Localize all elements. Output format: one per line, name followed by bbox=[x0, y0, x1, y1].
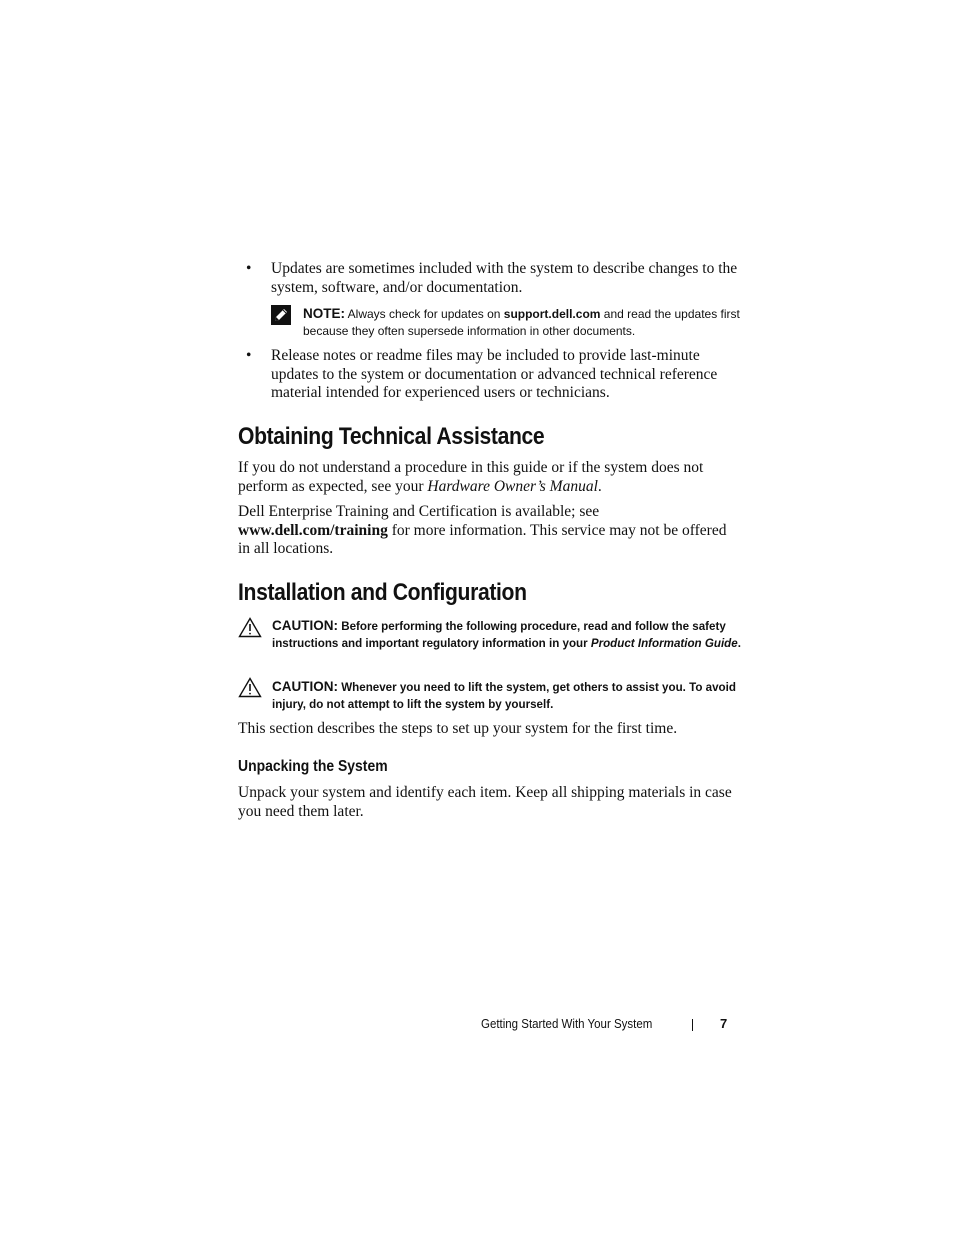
training-link[interactable]: www.dell.com/training bbox=[238, 521, 388, 539]
hardware-manual-title: Hardware Owner’s Manual bbox=[427, 477, 598, 495]
note-pencil-icon bbox=[271, 305, 291, 325]
page-number: 7 bbox=[720, 1016, 728, 1031]
caution2-text: Whenever you need to lift the system, get others to assist you. To avoid injury, do not attempt to lift the system by yourself. bbox=[272, 681, 736, 711]
bullet-marker: • bbox=[246, 260, 252, 277]
caution-triangle-icon bbox=[238, 677, 262, 698]
note-text bbox=[303, 305, 743, 340]
footer-divider bbox=[692, 1019, 693, 1031]
bullet-marker: • bbox=[246, 347, 252, 364]
caution-triangle-icon bbox=[238, 617, 262, 638]
caution-label: CAUTION: bbox=[272, 679, 338, 694]
support-link[interactable]: support.dell.com bbox=[503, 307, 601, 321]
heading-unpacking-system: Unpacking the System bbox=[238, 758, 388, 775]
bullet-item-updates: Updates are sometimes included with the system to describe changes to the system, software, and/or documentation. bbox=[271, 260, 738, 296]
unpacking-paragraph: Unpack your system and identify each item. Keep all shipping materials in case you need them later. bbox=[238, 784, 732, 820]
assistance-para1-after: . bbox=[597, 477, 602, 495]
heading-technical-assistance: Obtaining Technical Assistance bbox=[238, 423, 545, 450]
caution1-text-after: . bbox=[737, 637, 741, 650]
assistance-paragraph-2 bbox=[238, 503, 742, 559]
bullet-item-release-notes: Release notes or readme files may be included to provide last-minute updates to the system or documentation or advanced technical reference material intended for experienced users or technicians. bbox=[271, 347, 718, 402]
note-text-after: and read the updates first because they often supersede information in other documents. bbox=[303, 307, 740, 338]
note-label: NOTE: bbox=[303, 306, 345, 321]
caution-safety-text bbox=[272, 617, 747, 652]
installation-intro: This section describes the steps to set up your system for the first time. bbox=[238, 720, 678, 737]
caution-lift-text bbox=[272, 678, 747, 713]
product-information-guide-title: Product Information Guide bbox=[590, 637, 738, 650]
note-text-before: Always check for updates on bbox=[345, 307, 504, 321]
assistance-para2-before: Dell Enterprise Training and Certification is available; see bbox=[238, 503, 600, 520]
assistance-para2-after: for more information. This service may not be offered in all locations. bbox=[238, 521, 727, 558]
assistance-para1-before: If you do not understand a procedure in this guide or if the system does not perform as expected, see your bbox=[238, 459, 704, 495]
caution-label: CAUTION: bbox=[272, 618, 338, 633]
heading-installation-configuration: Installation and Configuration bbox=[238, 579, 527, 606]
footer-title: Getting Started With Your System bbox=[481, 1017, 653, 1031]
assistance-paragraph-1 bbox=[238, 459, 742, 496]
caution1-text-before: Before performing the following procedure, read and follow the safety instructions and important regulatory information in your bbox=[272, 620, 726, 650]
